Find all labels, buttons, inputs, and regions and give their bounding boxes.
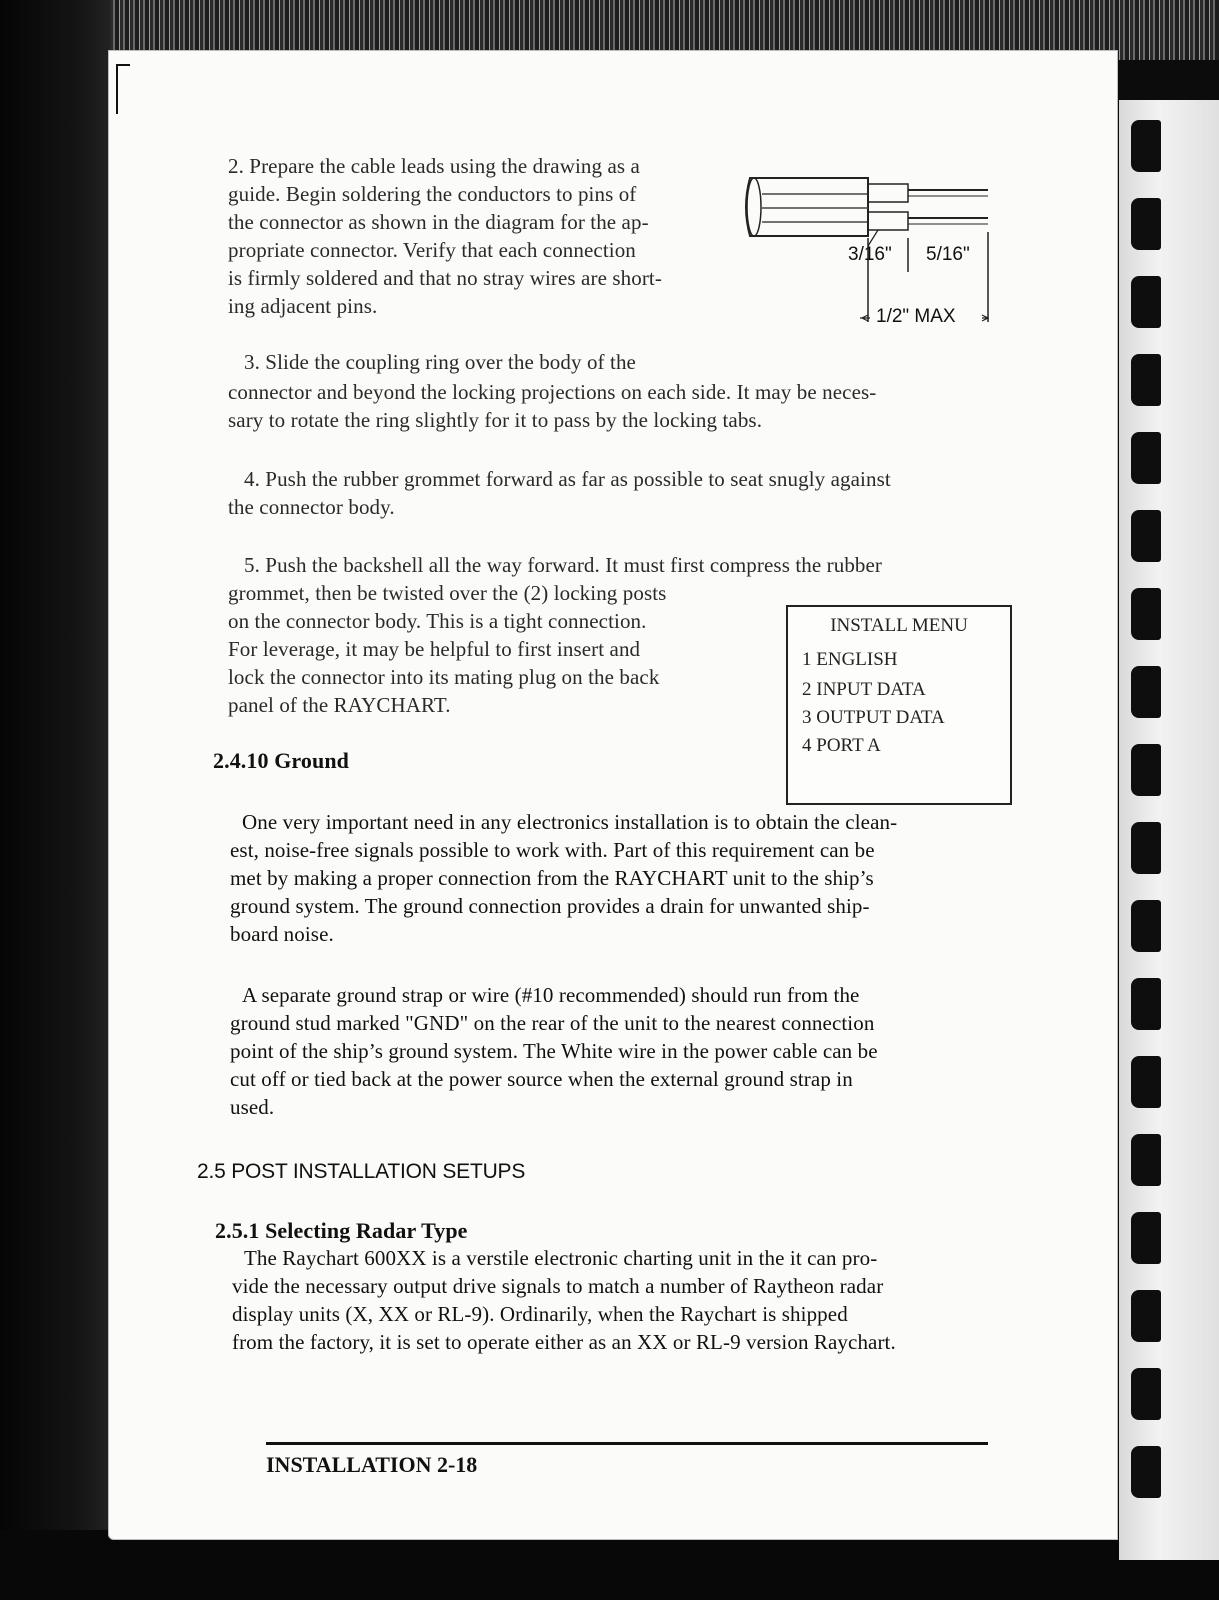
step2-line: propriate connector. Verify that each connection bbox=[228, 238, 636, 262]
binding-ring bbox=[1131, 1134, 1161, 1186]
binding-ring bbox=[1131, 744, 1161, 796]
step2-line: guide. Begin soldering the conductors to pins of bbox=[228, 182, 637, 206]
dimension-label-a: 3/16" bbox=[848, 244, 892, 265]
radar-type-line: display units (X, XX or RL-9). Ordinarily, when the Raychart is shipped bbox=[232, 1302, 848, 1326]
dimension-label-max: 1/2" MAX bbox=[876, 306, 956, 327]
radar-type-line: vide the necessary output drive signals to match a number of Raytheon radar bbox=[232, 1274, 884, 1298]
step4-line: the connector body. bbox=[228, 495, 395, 519]
ground-para2-line: point of the ship’s ground system. The White wire in the power cable can be bbox=[230, 1039, 878, 1063]
binding-ring bbox=[1131, 1368, 1161, 1420]
install-menu-box bbox=[786, 605, 1012, 805]
step5-line: on the connector body. This is a tight connection. bbox=[228, 609, 647, 633]
ground-para1-line: board noise. bbox=[230, 922, 334, 946]
spiral-binding bbox=[1119, 100, 1219, 1560]
binding-ring bbox=[1131, 510, 1161, 562]
step2-line: is firmly soldered and that no stray wires are short- bbox=[228, 266, 662, 290]
step5-line: grommet, then be twisted over the (2) locking posts bbox=[228, 581, 667, 605]
section-heading-post-install: 2.5 POST INSTALLATION SETUPS bbox=[197, 1160, 526, 1183]
step5-line: panel of the RAYCHART. bbox=[228, 693, 451, 717]
binding-ring bbox=[1131, 120, 1161, 172]
install-menu-item: 2 INPUT DATA bbox=[802, 679, 926, 700]
binding-ring bbox=[1131, 1290, 1161, 1342]
step5-line: For leverage, it may be helpful to first insert and bbox=[228, 637, 641, 661]
radar-type-line: The Raychart 600XX is a verstile electronic charting unit in the it can pro- bbox=[244, 1246, 878, 1270]
binding-ring bbox=[1131, 432, 1161, 484]
ground-para2-line: A separate ground strap or wire (#10 recommended) should run from the bbox=[242, 983, 860, 1007]
install-menu-item: 4 PORT A bbox=[802, 735, 881, 756]
step4-line: 4. Push the rubber grommet forward as far as possible to seat snugly against bbox=[244, 467, 891, 491]
binding-ring bbox=[1131, 666, 1161, 718]
page-corner-mark bbox=[116, 64, 118, 114]
ground-para1-line: ground system. The ground connection provides a drain for unwanted ship- bbox=[230, 894, 870, 918]
install-menu-title: INSTALL MENU bbox=[830, 615, 968, 636]
binding-ring bbox=[1131, 588, 1161, 640]
binding-ring bbox=[1131, 1446, 1161, 1498]
page-footer: INSTALLATION 2-18 bbox=[266, 1452, 478, 1477]
subsection-heading-radar-type: 2.5.1 Selecting Radar Type bbox=[215, 1218, 468, 1243]
install-menu-item: 3 OUTPUT DATA bbox=[802, 707, 945, 728]
cable-strip-diagram bbox=[742, 172, 1006, 332]
page-corner-mark-h bbox=[116, 64, 130, 66]
binding-ring bbox=[1131, 354, 1161, 406]
install-menu-item: 1 ENGLISH bbox=[802, 649, 898, 670]
scan-left-edge bbox=[0, 0, 110, 1600]
binding-ring bbox=[1131, 978, 1161, 1030]
binding-ring bbox=[1131, 900, 1161, 952]
binding-ring bbox=[1131, 1056, 1161, 1108]
ground-para1-line: met by making a proper connection from the RAYCHART unit to the ship’s bbox=[230, 866, 874, 890]
step3-line: sary to rotate the ring slightly for it to pass by the locking tabs. bbox=[228, 408, 763, 432]
dimension-label-b: 5/16" bbox=[926, 244, 970, 265]
ground-para2-line: used. bbox=[230, 1095, 275, 1119]
ground-para2-line: ground stud marked "GND" on the rear of the unit to the nearest connection bbox=[230, 1011, 875, 1035]
section-heading-ground: 2.4.10 Ground bbox=[213, 748, 349, 773]
step5-line: 5. Push the backshell all the way forward. It must first compress the rubber bbox=[244, 553, 883, 577]
footer-rule bbox=[266, 1442, 988, 1445]
binding-ring bbox=[1131, 198, 1161, 250]
step5-line: lock the connector into its mating plug on the back bbox=[228, 665, 660, 689]
scan-bottom-edge bbox=[0, 1530, 1219, 1600]
ground-para1-line: est, noise-free signals possible to work with. Part of this requirement can be bbox=[230, 838, 875, 862]
ground-para1-line: One very important need in any electronics installation is to obtain the clean- bbox=[242, 810, 898, 834]
binding-ring bbox=[1131, 822, 1161, 874]
step3-line: 3. Slide the coupling ring over the body of the bbox=[244, 350, 636, 374]
step2-line: 2. Prepare the cable leads using the drawing as a bbox=[228, 154, 640, 178]
binding-ring bbox=[1131, 1212, 1161, 1264]
binding-ring bbox=[1131, 276, 1161, 328]
ground-para2-line: cut off or tied back at the power source when the external ground strap in bbox=[230, 1067, 853, 1091]
step3-line: connector and beyond the locking projections on each side. It may be neces- bbox=[228, 380, 877, 404]
step2-line: the connector as shown in the diagram for the ap- bbox=[228, 210, 649, 234]
step2-line: ing adjacent pins. bbox=[228, 294, 378, 318]
radar-type-line: from the factory, it is set to operate either as an XX or RL-9 version Raychart. bbox=[232, 1330, 896, 1354]
